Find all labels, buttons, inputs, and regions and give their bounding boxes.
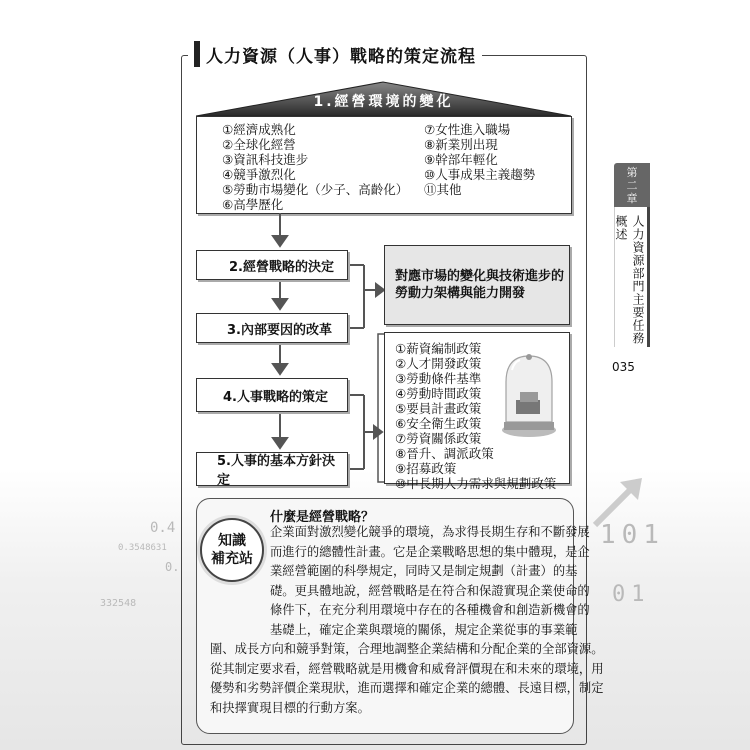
policy-item: ④勞動時間政策	[395, 386, 482, 401]
chapter-char: 章	[626, 191, 638, 205]
policy-item: ⑨招募政策	[395, 461, 457, 476]
bg-number: 101	[600, 520, 665, 550]
bg-number: 0.4	[150, 520, 176, 536]
knowledge-line: 基礎上，確定企業與環境的關係，規定企業從事的事業範	[270, 623, 578, 637]
knowledge-line: 從其制定要求看，經營戰略就是用機會和威脅評價現在和未來的環境，用	[210, 662, 604, 676]
bg-number: 332548	[100, 598, 137, 609]
chapter-tab	[614, 163, 650, 207]
badge-line: 知識	[218, 533, 246, 549]
factor-item: ⑦女性進入職場	[424, 122, 511, 137]
response-line: 勞動力架構與能力開發	[395, 286, 526, 301]
step-4-box: 4.人事戰略的策定	[196, 378, 348, 412]
factor-item: ⑪其他	[424, 182, 462, 197]
factor-item: ②全球化經營	[222, 137, 296, 152]
factor-item: ③資訊科技進步	[222, 152, 309, 167]
badge-line: 補充站	[211, 551, 253, 567]
down-arrow-icon	[273, 364, 287, 374]
down-arrow-icon	[273, 438, 287, 448]
knowledge-line: 礎。更具體地說，經營戰略是在符合和保證實現企業使命的	[270, 584, 590, 598]
knowledge-line: 條件下，在充分利用環境中存在的各種機會和創造新機會的	[270, 603, 590, 617]
step-2-box: 2.經營戰略的決定	[196, 250, 348, 280]
knowledge-badge	[200, 518, 264, 582]
knowledge-line: 業經營範圍的科學規定，同時又是制定規劃（計畫）的基	[270, 564, 578, 578]
knowledge-line: 企業面對激烈變化競爭的環境，為求得長期生存和不斷發展	[270, 525, 590, 539]
response-line: 對應市場的變化與技術進步的	[395, 269, 565, 284]
bg-number: 0.3548631	[118, 543, 167, 553]
policy-item: ⑦勞資關係政策	[395, 431, 482, 446]
down-arrow-icon	[273, 299, 287, 309]
chapter-char: 第	[626, 165, 638, 179]
policy-item: ⑥安全衛生政策	[395, 416, 482, 431]
chapter-char: 二	[626, 178, 638, 192]
response-box	[384, 245, 570, 325]
factor-item: ⑤勞動市場變化（少子、高齡化）	[222, 182, 409, 197]
factor-item: ⑨幹部年輕化	[424, 152, 498, 167]
roof-label: 1.經營環境的變化	[313, 94, 454, 110]
bg-number: 01	[612, 582, 651, 607]
policy-item: ⑧晉升、調派政策	[395, 446, 494, 461]
knowledge-line: 優勢和劣勢評價企業現狀，進而選擇和確定企業的總體、長遠目標，制定	[210, 681, 604, 695]
figure-title: 人力資源（人事）戰略的策定流程	[206, 46, 476, 67]
policy-item: ⑤要員計畫政策	[395, 401, 482, 416]
knowledge-line: 圍、成長方向和競爭對策，合理地調整企業結構和分配企業的全部資源。	[210, 642, 604, 656]
policy-item: ③勞動條件基準	[395, 371, 482, 386]
step-3-box: 3.內部要因的改革	[196, 313, 348, 343]
knowledge-line: 和抉擇實現目標的行動方案。	[210, 701, 370, 715]
step-5-box: 5.人事的基本方針決定	[196, 452, 348, 486]
knowledge-question: 什麼是經營戰略？	[270, 510, 375, 525]
policy-item: ②人才開發政策	[395, 356, 482, 371]
knowledge-line: 而進行的總體性計畫。它是企業戰略思想的集中體現，是企	[270, 545, 590, 559]
down-arrow-icon	[273, 236, 287, 246]
factor-item: ①經濟成熟化	[222, 122, 296, 137]
bg-number: 0.	[165, 560, 180, 574]
factor-item: ⑩人事成果主義趨勢	[424, 167, 536, 182]
factor-item: ⑥高學歷化	[222, 197, 284, 212]
policy-item: ①薪資編制政策	[395, 341, 482, 356]
factor-item: ④競爭激烈化	[222, 167, 296, 182]
page-number: 035	[612, 360, 635, 374]
factor-item: ⑧新業別出現	[424, 137, 498, 152]
chapter-title: 人力資源部門主要任務概述	[614, 207, 650, 347]
policy-item: ⑩中長期人力需求與規劃政策	[395, 476, 557, 491]
glass-dome-illustration-icon	[500, 352, 558, 438]
